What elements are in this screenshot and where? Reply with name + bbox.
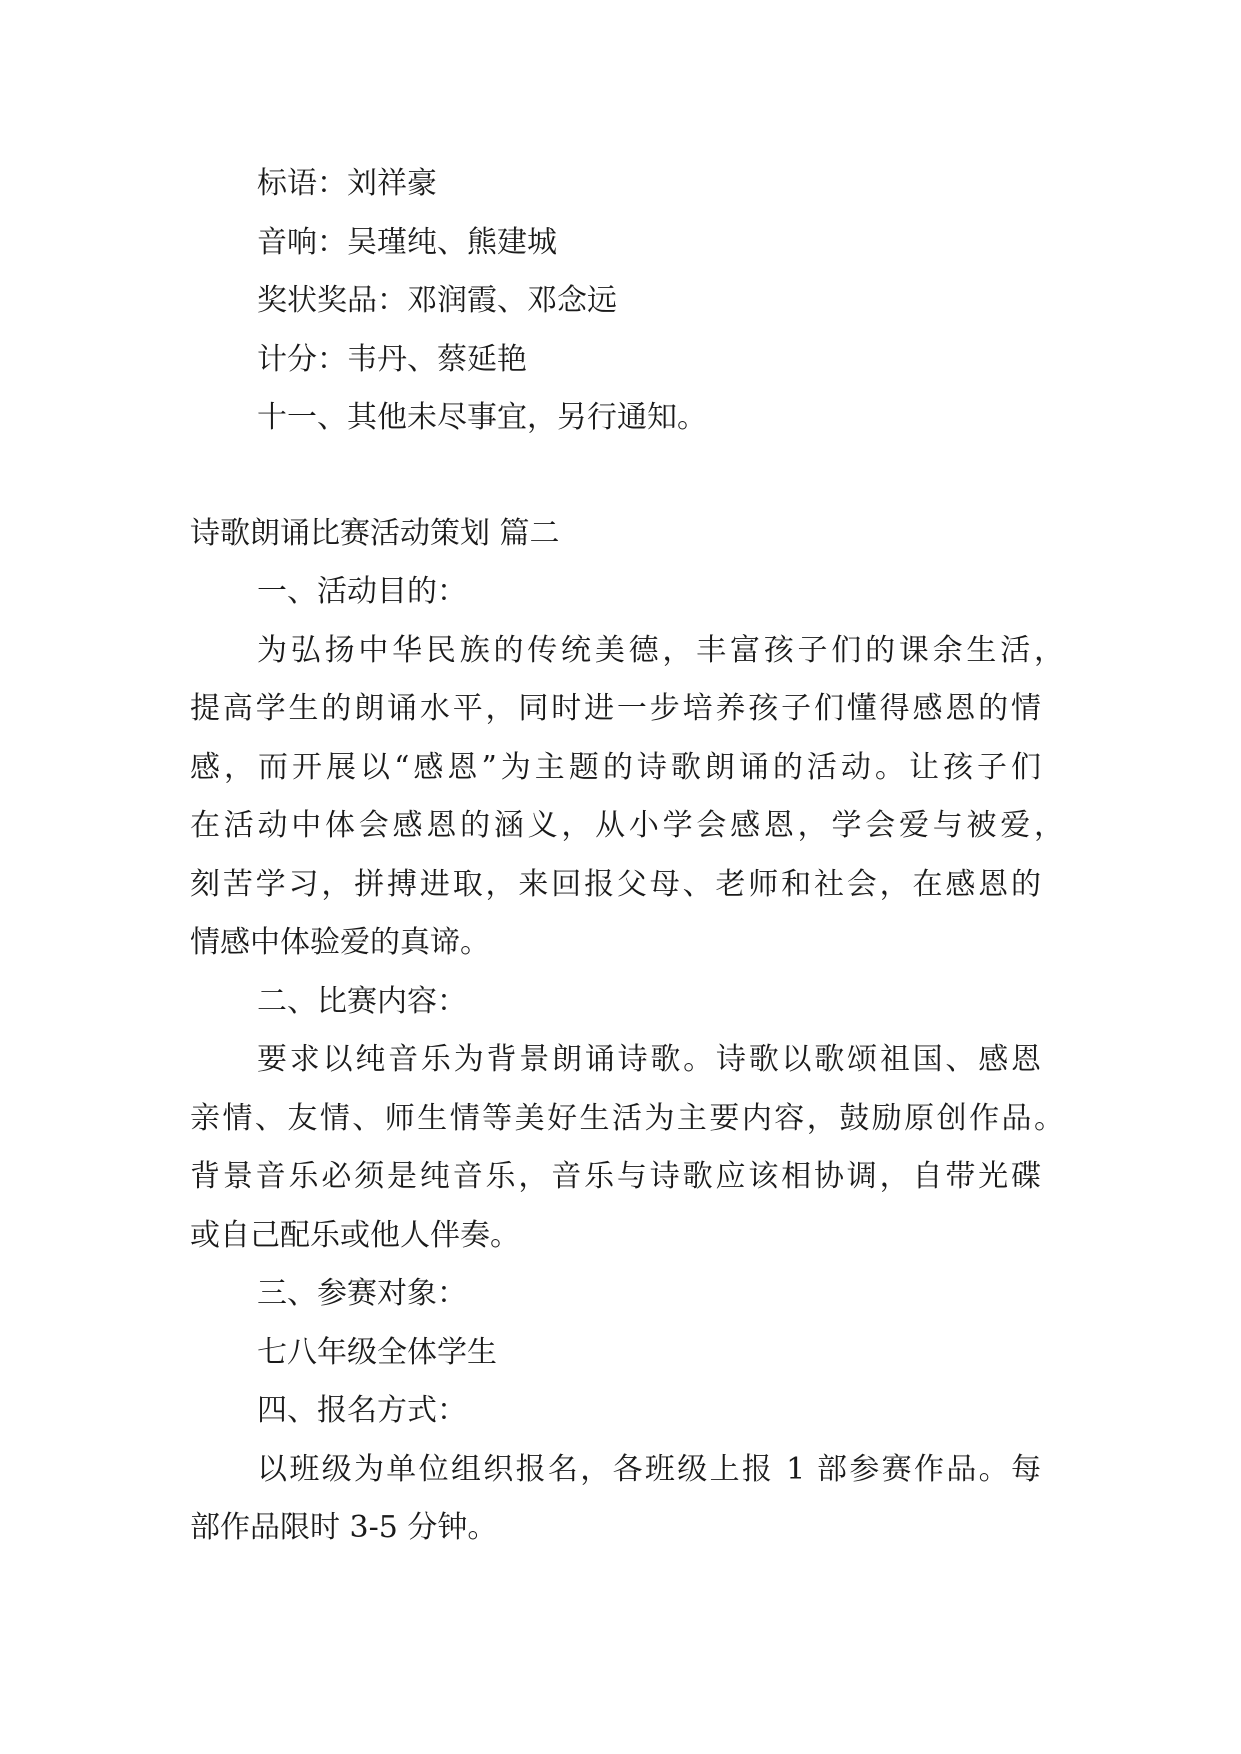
staff-awards-line: 奖状奖品：邓润霞、邓念远 [257, 283, 617, 318]
paragraph-line: 以班级为单位组织报名，各班级上报 1 部参赛作品。每 [257, 1452, 1041, 1487]
paragraph-line: 在活动中体会感恩的涵义，从小学会感恩，学会爱与被爱， [190, 808, 1064, 843]
paragraph-line: 情感中体验爱的真谛。 [190, 925, 490, 960]
staff-slogan-line: 标语：刘祥豪 [257, 166, 437, 201]
paragraph-line: 提高学生的朗诵水平，同时进一步培养孩子们懂得感恩的情 [190, 691, 1041, 726]
section-eleven-line: 十一、其他未尽事宜，另行通知。 [257, 400, 707, 435]
paragraph-line: 亲情、友情、师生情等美好生活为主要内容，鼓励原创作品。 [190, 1101, 1064, 1136]
participants-line: 七八年级全体学生 [257, 1335, 497, 1370]
paragraph-line: 为弘扬中华民族的传统美德，丰富孩子们的课余生活， [257, 633, 1064, 668]
heading-purpose: 一、活动目的： [257, 574, 467, 609]
paragraph-line: 或自己配乐或他人伴奏。 [190, 1218, 520, 1253]
heading-participants: 三、参赛对象： [257, 1276, 467, 1311]
staff-scoring-line: 计分：韦丹、蔡延艳 [257, 342, 527, 377]
staff-sound-line: 音响：吴瑾纯、熊建城 [257, 225, 557, 260]
paragraph-line: 要求以纯音乐为背景朗诵诗歌。诗歌以歌颂祖国、感恩 [257, 1042, 1041, 1077]
paragraph-line: 部作品限时 3-5 分钟。 [190, 1510, 498, 1545]
heading-registration: 四、报名方式： [257, 1393, 467, 1428]
article-title: 诗歌朗诵比赛活动策划 篇二 [190, 516, 560, 551]
heading-content: 二、比赛内容： [257, 984, 467, 1019]
paragraph-line: 背景音乐必须是纯音乐，音乐与诗歌应该相协调，自带光碟 [190, 1159, 1041, 1194]
paragraph-line: 刻苦学习，拼搏进取，来回报父母、老师和社会，在感恩的 [190, 867, 1041, 902]
paragraph-line: 感，而开展以“感恩”为主题的诗歌朗诵的活动。让孩子们 [190, 750, 1041, 785]
